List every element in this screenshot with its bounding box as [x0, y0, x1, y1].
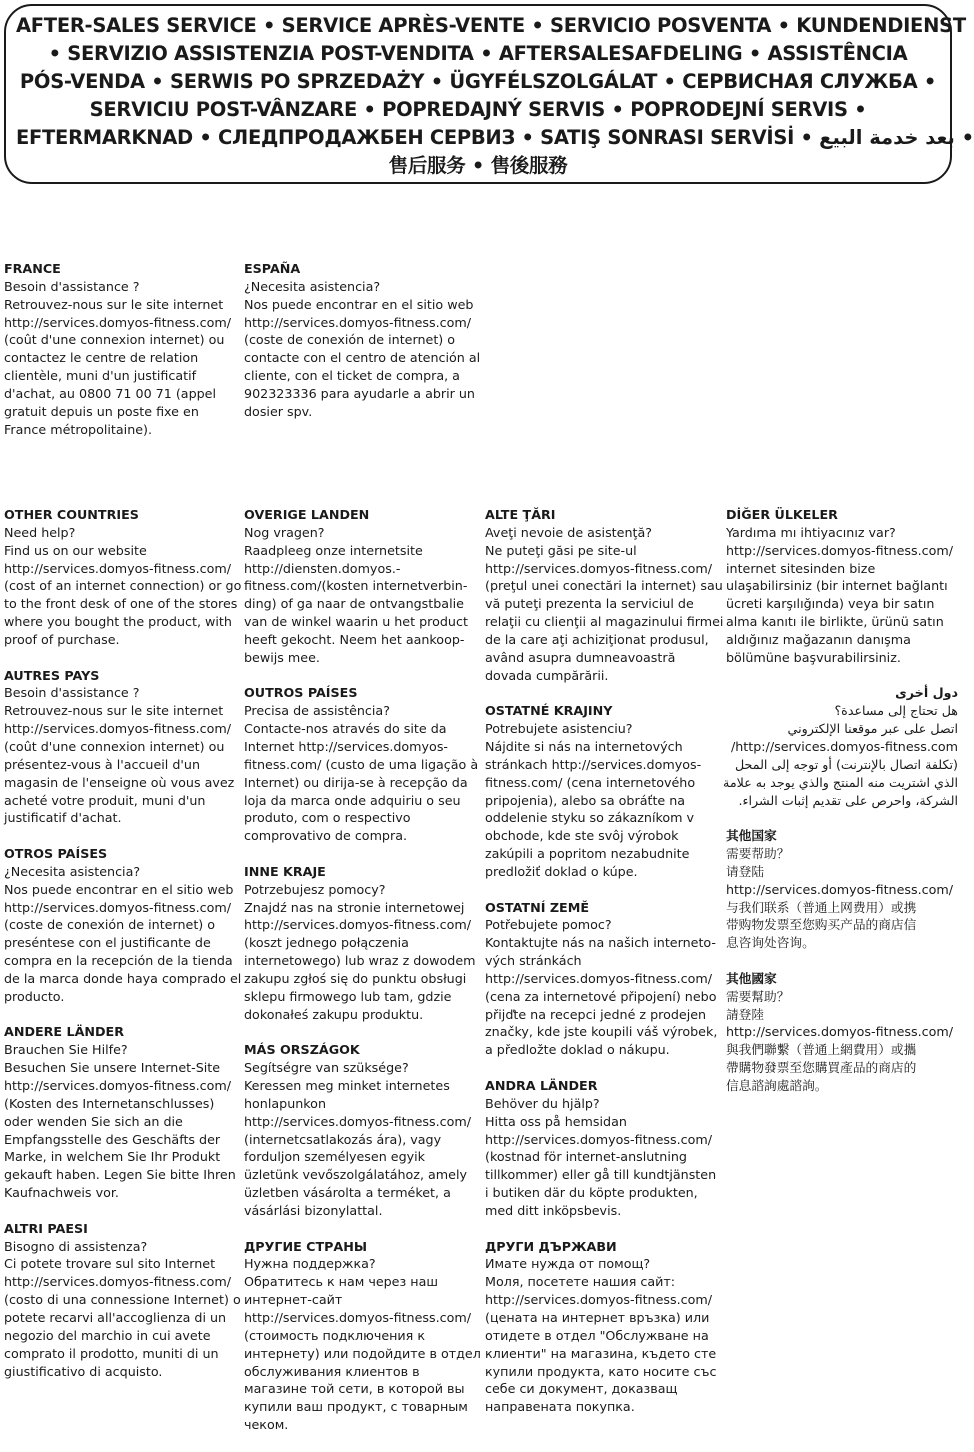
country-section — [244, 863, 476, 1024]
section-line: http://services.domyos-fitness.com/ — [485, 1292, 713, 1308]
header-banner — [4, 4, 974, 184]
section-line: http://services.domyos-fitness.com/ — [485, 1131, 713, 1147]
section-line: الشركة، واحرص على تقديم إثبات الشراء. — [738, 792, 958, 808]
section-line: اتصل على عبر موقعنا الإلكتروني — [787, 721, 958, 737]
section-line: med ditt inköpsbevis. — [485, 1202, 622, 1218]
section-line: 需要幫助？ — [726, 988, 790, 1004]
section-title: ANDRA LÄNDER — [485, 1078, 598, 1093]
section-line: Potrebujete asistenciu? — [485, 721, 633, 737]
section-line: contacte con el centro de atención al — [244, 350, 481, 366]
section-line: http://services.domyos-fitness.com/ — [485, 560, 713, 576]
section-title: OSTATNÍ ZEMĚ — [485, 899, 589, 915]
section-line: where you bought the product, with — [4, 614, 232, 630]
section-line: Internet) ou dirija-se à recepção da — [244, 774, 468, 790]
section-line: honlapunkon — [244, 1095, 326, 1111]
section-line: Nog vragen? — [244, 524, 325, 540]
section-line: Ci potete trovare sul sito Internet — [4, 1256, 216, 1272]
section-line: Kontaktujte nás na našich interneto- — [485, 935, 716, 951]
section-title: INNE KRAJE — [244, 863, 326, 879]
section-line: heeft gekocht. Neem het aankoop- — [244, 631, 465, 647]
section-line: (preţul unei conectări la internet) sau — [485, 578, 723, 594]
section-line: Potrzebujesz pomocy? — [244, 881, 386, 897]
section-title: MÁS ORSZÁGOK — [244, 1042, 360, 1058]
country-section — [726, 970, 958, 1095]
section-line: Обратитесь к нам через наш — [244, 1274, 438, 1290]
section-line: magasin de l'enseigne où vous avez — [4, 774, 235, 790]
country-section — [485, 506, 724, 684]
section-line: http://services.domyos-fitness.com/ — [485, 970, 713, 986]
section-line: loja da marca onde adquiriu o seu — [244, 792, 461, 808]
section-title: ANDERE LÄNDER — [4, 1024, 124, 1040]
section-line: ¿Necesita asistencia? — [244, 278, 381, 294]
section-line: Need help? — [4, 524, 76, 540]
section-line: přijďte na recepci jedné z prodejen — [485, 1006, 707, 1022]
section-line: pripojenia), alebo sa obráťte na — [485, 792, 686, 808]
section-line: comprovativo de compra. — [244, 828, 408, 844]
section-line: présentez-vous à l'accueil d'un — [4, 756, 200, 772]
section-line: Contacte-nos através do site da — [244, 721, 447, 737]
section-line: aldığınız mağazanın danışma — [726, 631, 911, 647]
section-line: http://services.domyos-fitness.com/ — [4, 899, 232, 915]
section-line: http://services.domyos-fitness.com/ — [730, 738, 958, 754]
section-line: bölümüne başvurabilirsiniz. — [726, 649, 901, 665]
section-line: Segítségre van szüksége? — [244, 1060, 409, 1076]
section-line: alma kanıtı ile birlikte, ürünü satın — [726, 614, 944, 630]
section-line: având asupra dumneavoastră — [485, 649, 676, 665]
section-line: http://services.domyos-fitness.com/ — [4, 1078, 232, 1093]
section-title: 其他国家 — [726, 828, 777, 844]
section-line: proof of purchase. — [4, 631, 120, 647]
section-line: Имате нужда от помощ? — [485, 1256, 651, 1272]
section-line: üzletben vásárolta a terméket, a — [244, 1185, 451, 1201]
section-line: Find us on our website — [4, 542, 147, 558]
section-line: giustificativo di acquisto. — [4, 1363, 163, 1379]
section-line: ding) of ga naar de ontvangstbalie — [244, 596, 464, 612]
section-line: Precisa de assistência? — [244, 703, 390, 719]
section-line: (cena za internetové připojení) nebo — [485, 988, 717, 1004]
section-line: Hitta oss på hemsidan — [485, 1113, 627, 1129]
section-france — [4, 260, 236, 438]
section-line: producto. — [4, 988, 65, 1004]
section-title: OVERIGE LANDEN — [244, 507, 370, 522]
section-line: (cost of an internet connection) or go — [4, 578, 242, 594]
country-section — [244, 1238, 481, 1434]
section-line: ¿Necesita asistencia? — [4, 863, 141, 879]
section-line: negozio del marchio in cui avete — [4, 1327, 211, 1343]
country-section — [726, 506, 958, 667]
section-line: fitness.com/(kosten internetverbin- — [244, 578, 468, 594]
section-line: направената покупка. — [485, 1399, 635, 1415]
section-line: zakupu zgłoś się do punktu obsługi — [244, 970, 467, 986]
section-line: (koszt jednego połączenia — [244, 935, 409, 951]
section-title: AUTRES PAYS — [4, 667, 100, 683]
section-line: http://services.domyos-fitness.com/ — [726, 881, 954, 897]
section-line: 902323336 para ayudarle a abrir un — [244, 385, 475, 401]
section-line: http://services.domyos-fitness.com/ — [4, 1274, 232, 1290]
section-line: Behöver du hjälp? — [485, 1095, 600, 1111]
section-line: dokonałeś zakupu produktu. — [244, 1006, 424, 1022]
column-2 — [244, 506, 481, 1452]
section-line: http://diensten.domyos.- — [244, 560, 401, 576]
section-line: هل تحتاج إلى مساعدة؟ — [834, 703, 958, 719]
section-line: http://services.domyos-fitness.com/ — [244, 917, 472, 933]
section-line: üzletünk vevőszolgálatához, amely — [244, 1167, 467, 1183]
country-section — [485, 899, 717, 1060]
section-line: (تكلفة اتصال بالإنترنت) أو توجه إلى المحل — [734, 756, 958, 772]
section-line: internetowego) lub wraz z dowodem — [244, 953, 476, 969]
section-line: Internet http://services.domyos- — [244, 738, 449, 754]
section-line: preséntese con el justificante de — [4, 935, 211, 951]
section-line: predložiť doklad o kúpe. — [485, 863, 638, 879]
section-line: značky, kde jste koupili váš výrobek, — [485, 1024, 718, 1040]
header-line: 售后服务 • 售後服務 — [388, 154, 568, 177]
section-line: acheté votre produit, muni d'un — [4, 792, 206, 808]
section-line: (coût d'une connexion internet) ou — [4, 332, 225, 348]
section-line: dosier spv. — [244, 403, 313, 419]
header-line: SERVICIU POST-VÂNZARE • POPREDAJNÝ SERVIS • POPRODEJNÍ SERVIS • — [89, 98, 867, 121]
section-line: 與我們聯繫（普通上網費用）或攜 — [726, 1042, 917, 1058]
section-title: OUTROS PAÍSES — [244, 685, 358, 701]
section-line: Nos puede encontrar en el sitio web — [244, 296, 474, 312]
country-section — [485, 1238, 717, 1416]
section-line: http://services.domyos-fitness.com/ — [4, 560, 232, 576]
section-line: Znajdź nas na stronie internetowej — [244, 899, 465, 915]
section-line: Bisogno di assistenza? — [4, 1238, 148, 1254]
section-line: Nájdite si nás na internetových — [485, 738, 683, 754]
section-line: d'achat, au 0800 71 00 71 (appel — [4, 385, 217, 401]
section-line: (цената на интернет връзка) или — [485, 1309, 710, 1325]
section-line: обслуживания клиентов в — [244, 1363, 420, 1379]
header-line: • SERVIZIO ASSISTENZIA POST-VENDITA • AFTERSALESAFDELING • ASSISTÊNCIA — [48, 42, 908, 65]
section-line: potete recarvi all'accoglienza di un — [4, 1309, 227, 1325]
section-line: vásárlási bizonylattal. — [244, 1202, 383, 1218]
section-title: ДРУГИЕ СТРАНЫ — [244, 1238, 368, 1254]
header-line: EFTERMARKNAD • СЛЕДПРОДАЖБЕН СЕРВИЗ • SATIŞ SONRASI SERVİSİ • بعد خدمة البيع • — [16, 126, 974, 149]
section-line: Моля, посетете нашия сайт: — [485, 1274, 676, 1290]
section-title: FRANCE — [4, 261, 61, 276]
section-line: (coste de conexión de internet) o — [244, 332, 456, 348]
section-line: интернету) или подойдите в отдел — [244, 1345, 481, 1361]
section-line: Nos puede encontrar en el sitio web — [4, 881, 234, 897]
section-title: DİĞER ÜLKELER — [726, 507, 838, 522]
section-title: OTHER COUNTRIES — [4, 507, 139, 522]
section-line: oddelenie styku so zákazníkom v — [485, 810, 695, 826]
section-line: Besuchen Sie unsere Internet-Site — [4, 1060, 221, 1076]
section-line: obchode, kde ste svôj výrobok — [485, 828, 679, 844]
section-line: 请登陆 — [726, 863, 765, 879]
section-line: compra en la recepción de la tienda — [4, 953, 233, 969]
section-line: 請登陸 — [726, 1006, 765, 1022]
section-line: (kostnad för internet-anslutning — [485, 1149, 687, 1165]
section-line: a předložte doklad o nákupu. — [485, 1042, 670, 1058]
section-line: Besoin d'assistance ? — [4, 685, 140, 701]
section-line: vých stránkách — [485, 953, 582, 969]
section-line: 帶購物發票至您購買產品的商店的 — [726, 1060, 917, 1076]
section-line: Нужна поддержка? — [244, 1256, 376, 1272]
section-title: دول أخرى — [895, 685, 958, 701]
country-section — [485, 1077, 717, 1220]
section-line: Kaufnachweis vor. — [4, 1185, 119, 1201]
section-line: van de winkel waarin u het product — [244, 614, 468, 630]
section-line: zakúpili a popritom nezabudnite — [485, 846, 690, 862]
section-line: produto, com o respectivo — [244, 810, 411, 826]
section-line: (coût d'une connexion internet) ou — [4, 738, 225, 754]
france-block — [4, 260, 236, 456]
section-line: магазине той сети, в которой вы — [244, 1381, 465, 1397]
section-line: http://services.domyos-fitness.com/ — [4, 314, 232, 330]
column-3 — [485, 506, 724, 1434]
section-line: 带购物发票至您购买产品的商店信 — [726, 917, 917, 933]
section-line: Besoin d'assistance ? — [4, 278, 140, 294]
section-line: contactez le centre de relation — [4, 350, 199, 366]
section-line: Aveţi nevoie de asistenţă? — [485, 524, 652, 540]
country-section — [485, 702, 717, 880]
country-section — [4, 667, 236, 828]
section-title: OSTATNÉ KRAJINY — [485, 703, 613, 719]
country-section — [244, 684, 479, 845]
section-line: (coste de conexión de internet) o — [4, 917, 216, 933]
section-line: de la marca donde haya comprado el — [4, 970, 242, 986]
country-section — [4, 1023, 236, 1201]
section-line: comprato il prodotto, muniti di un — [4, 1345, 219, 1361]
section-line: (costo di una connessione Internet) o — [4, 1292, 241, 1308]
section-line: купили ваш продукт, с товарным — [244, 1399, 468, 1415]
section-line: de la care aţi achiziţionat produsul, — [485, 631, 709, 647]
section-line: cliente, con el ticket de compra, a — [244, 368, 460, 384]
section-line: dovada cumpărării. — [485, 667, 609, 683]
section-line: ulaşabilirsiniz (bir internet bağlantı — [726, 578, 948, 594]
section-line: Marke, in welchem Sie Ihr Produkt — [4, 1149, 221, 1165]
section-title: ДРУГИ ДЪРЖАВИ — [485, 1238, 617, 1254]
section-line: интернет-сайт — [244, 1292, 343, 1308]
section-line: الذي اشتريت منه المنتج والذي يوجد به علامة — [723, 774, 958, 790]
section-line: http://services.domyos-fitness.com/ — [244, 1309, 472, 1325]
section-line: http://services.domyos-fitness.com/ — [244, 1113, 472, 1129]
section-line: justificatif d'achat. — [4, 810, 122, 826]
section-line: 信息諮詢處諮詢。 — [726, 1078, 828, 1093]
column-4 — [723, 506, 958, 1113]
section-line: (стоимость подключения к — [244, 1327, 425, 1343]
section-line: i butiken där du köpte produkten, — [485, 1185, 698, 1201]
country-section — [244, 506, 476, 667]
header-line: PÓS-VENDA • SERWIS PO SPRZEDAŻY • ÜGYFÉLSZOLGÁLAT • СЕРВИСНАЯ СЛУЖБА • — [19, 70, 937, 93]
section-line: stránkach http://services.domyos- — [485, 756, 702, 772]
section-line: internet sitesinden bize — [726, 560, 876, 576]
section-line: Retrouvez-nous sur le site internet — [4, 296, 224, 312]
section-title: 其他國家 — [726, 970, 777, 986]
country-section — [726, 827, 958, 952]
section-line: to the front desk of one of the stores — [4, 596, 238, 612]
section-line: http://services.domyos-fitness.com/ — [4, 721, 232, 737]
section-line: France métropolitaine). — [4, 421, 153, 437]
espana-block — [244, 260, 481, 438]
section-line: Potřebujete pomoc? — [485, 917, 612, 933]
section-line: (Kosten des Internetanschlusses) — [4, 1095, 215, 1111]
section-line: http://services.domyos-fitness.com/ — [244, 314, 472, 330]
section-line: Keressen meg minket internetes — [244, 1078, 450, 1093]
section-line: tillkommer) eller gå till kundtjänsten — [485, 1167, 717, 1183]
section-line: clientèle, muni d'un justificatif — [4, 368, 197, 384]
section-title: ESPAÑA — [244, 261, 301, 276]
column-1 — [4, 506, 242, 1398]
section-line: Ne puteţi găsi pe site-ul — [485, 542, 637, 558]
section-line: forduljon személyesen egyik — [244, 1149, 426, 1165]
country-section — [4, 506, 242, 649]
section-line: relaţii cu clienţii al magazinului firmei — [485, 614, 724, 630]
section-line: ücreti karşılığında) veya bir satın — [726, 596, 935, 612]
country-section — [244, 1041, 476, 1219]
section-line: Retrouvez-nous sur le site internet — [4, 703, 224, 719]
section-line: gratuit depuis un poste fixe en — [4, 403, 199, 419]
section-line: клиенти" на магазина, където сте — [485, 1345, 717, 1361]
section-line: vă puteţi prezenta la serviciul de — [485, 596, 694, 612]
section-title: OTROS PAÍSES — [4, 846, 108, 862]
section-line: oder wenden Sie sich an die — [4, 1113, 183, 1129]
section-line: bewijs mee. — [244, 649, 320, 665]
section-line: себе си документ, доказващ — [485, 1381, 678, 1397]
section-line: fitness.com/ (cena internetového — [485, 774, 696, 790]
section-line: 与我们联系（普通上网费用）或携 — [726, 899, 917, 915]
section-line: (internetcsatlakozás ára), vagy — [244, 1131, 442, 1147]
country-section — [4, 1220, 241, 1381]
section-title: ALTRI PAESI — [4, 1220, 88, 1236]
section-line: Brauchen Sie Hilfe? — [4, 1042, 128, 1058]
country-section — [723, 684, 958, 809]
section-espana — [244, 260, 481, 421]
section-line: 息咨询处咨询。 — [726, 935, 815, 951]
section-line: sklepu firmowego lub tam, gdzie — [244, 988, 452, 1004]
section-line: http://services.domyos-fitness.com/ — [726, 1024, 954, 1040]
section-title: ALTE ŢĂRI — [485, 507, 556, 522]
section-line: 需要帮助？ — [726, 846, 790, 862]
section-line: отидете в отдел "Обслужване на — [485, 1327, 709, 1343]
section-line: чеком. — [244, 1417, 289, 1433]
section-line: http://services.domyos-fitness.com/ — [726, 542, 954, 558]
section-line: Raadpleeg onze internetsite — [244, 542, 423, 558]
country-section — [4, 845, 242, 1006]
header-line: AFTER-SALES SERVICE • SERVICE APRÈS-VENTE • SERVICIO POSVENTA • KUNDENDIENST — [16, 14, 966, 37]
section-line: gekauft haben. Legen Sie bitte Ihren — [4, 1167, 236, 1183]
section-line: Empfangsstelle des Geschäfts der — [4, 1131, 221, 1147]
section-line: купили продукта, като носите със — [485, 1363, 717, 1379]
section-line: fitness.com/ (custo de uma ligação à — [244, 756, 479, 772]
section-line: Yardıma mı ihtiyacınız var? — [726, 524, 896, 540]
